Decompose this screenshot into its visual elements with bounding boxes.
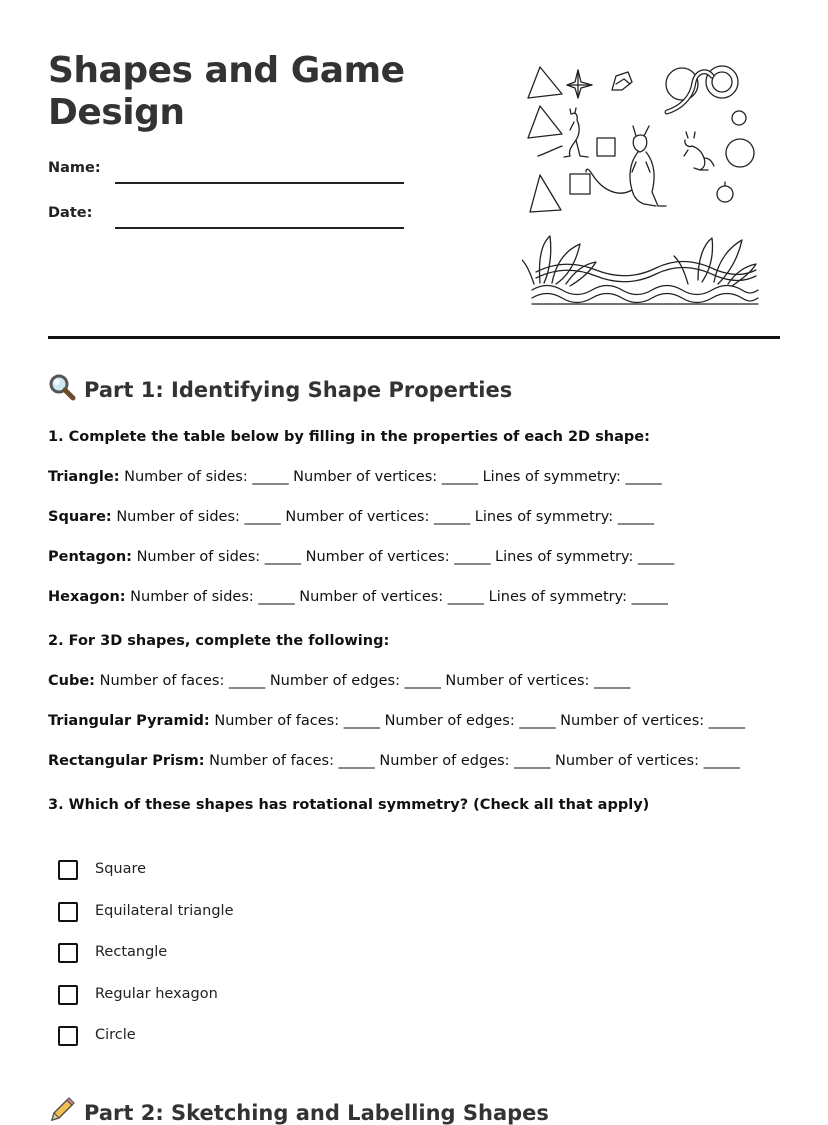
date-label: Date: [48, 205, 93, 221]
shape2d-row-hexagon[interactable] [48, 589, 668, 605]
circle-shape [706, 66, 738, 98]
shape-name: Triangular Pyramid: [48, 713, 210, 729]
magnifier-icon [48, 373, 76, 401]
part2-title: Part 2: Sketching and Labelling Shapes [84, 1101, 549, 1125]
option-regular-hexagon[interactable] [58, 985, 458, 1009]
name-field[interactable] [48, 160, 408, 190]
shape3d-row-triangular-pyramid[interactable] [48, 713, 745, 729]
circle-shape [726, 139, 754, 167]
checkbox[interactable] [58, 943, 78, 963]
shape-prompt: Number of sides: _____ Number of vertices: _____ Lines of symmetry: _____ [125, 589, 668, 605]
shape-prompt: Number of faces: _____ Number of edges: _____ Number of vertices: _____ [204, 753, 740, 769]
shape-prompt: Number of faces: _____ Number of edges: _____ Number of vertices: _____ [209, 713, 745, 729]
checkbox[interactable] [58, 1026, 78, 1046]
circle-shape [717, 186, 733, 202]
date-field[interactable] [48, 205, 408, 235]
header-divider [48, 336, 780, 339]
shape2d-row-square[interactable] [48, 509, 654, 525]
option-label: Square [95, 861, 147, 877]
option-circle[interactable] [58, 1026, 458, 1050]
wave-line [536, 261, 756, 275]
option-label: Regular hexagon [95, 986, 218, 1002]
shape-prompt: Number of sides: _____ Number of vertices: _____ Lines of symmetry: _____ [131, 549, 675, 565]
checkbox[interactable] [58, 860, 78, 880]
option-label: Equilateral triangle [95, 903, 234, 919]
shapes-kangaroo-illustration [522, 58, 762, 308]
name-line[interactable] [115, 182, 404, 184]
shape2d-row-pentagon[interactable] [48, 549, 674, 565]
checkbox[interactable] [58, 902, 78, 922]
triangle-shape [528, 67, 562, 98]
question-3: 3. Which of these shapes has rotational symmetry? (Check all that apply) [48, 797, 650, 813]
shape3d-row-rectangular-prism[interactable] [48, 753, 740, 769]
shape-name: Pentagon: [48, 549, 132, 565]
part1-heading [48, 373, 512, 402]
shape2d-row-triangle[interactable] [48, 469, 662, 485]
shape-name: Hexagon: [48, 589, 126, 605]
question-1: 1. Complete the table below by filling in the properties of each 2D shape: [48, 429, 650, 445]
option-square[interactable] [58, 860, 458, 884]
shape-prompt: Number of faces: _____ Number of edges: _____ Number of vertices: _____ [94, 673, 631, 689]
date-line[interactable] [115, 227, 404, 229]
option-equilateral-triangle[interactable] [58, 902, 458, 926]
star-shape [567, 70, 592, 98]
square-shape [570, 174, 590, 194]
part1-title: Part 1: Identifying Shape Properties [84, 378, 513, 402]
pencil-icon [48, 1096, 76, 1124]
page-title: Shapes and Game Design [48, 50, 405, 133]
shape3d-row-cube[interactable] [48, 673, 630, 689]
part2-heading [48, 1096, 549, 1125]
shape-name: Cube: [48, 673, 95, 689]
question-2: 2. For 3D shapes, complete the following: [48, 633, 390, 649]
shape-name: Triangle: [48, 469, 120, 485]
shape-name: Square: [48, 509, 112, 525]
option-label: Circle [95, 1027, 136, 1043]
option-label: Rectangle [95, 944, 168, 960]
circle-shape [732, 111, 746, 125]
shape-prompt: Number of sides: _____ Number of vertices: _____ Lines of symmetry: _____ [119, 469, 662, 485]
triangle-shape [528, 106, 562, 138]
checkbox[interactable] [58, 985, 78, 1005]
option-rectangle[interactable] [58, 943, 458, 967]
shape-name: Rectangular Prism: [48, 753, 205, 769]
triangle-shape [530, 175, 561, 212]
square-shape [597, 138, 615, 156]
name-label: Name: [48, 160, 101, 176]
shape-prompt: Number of sides: _____ Number of vertices: _____ Lines of symmetry: _____ [111, 509, 654, 525]
